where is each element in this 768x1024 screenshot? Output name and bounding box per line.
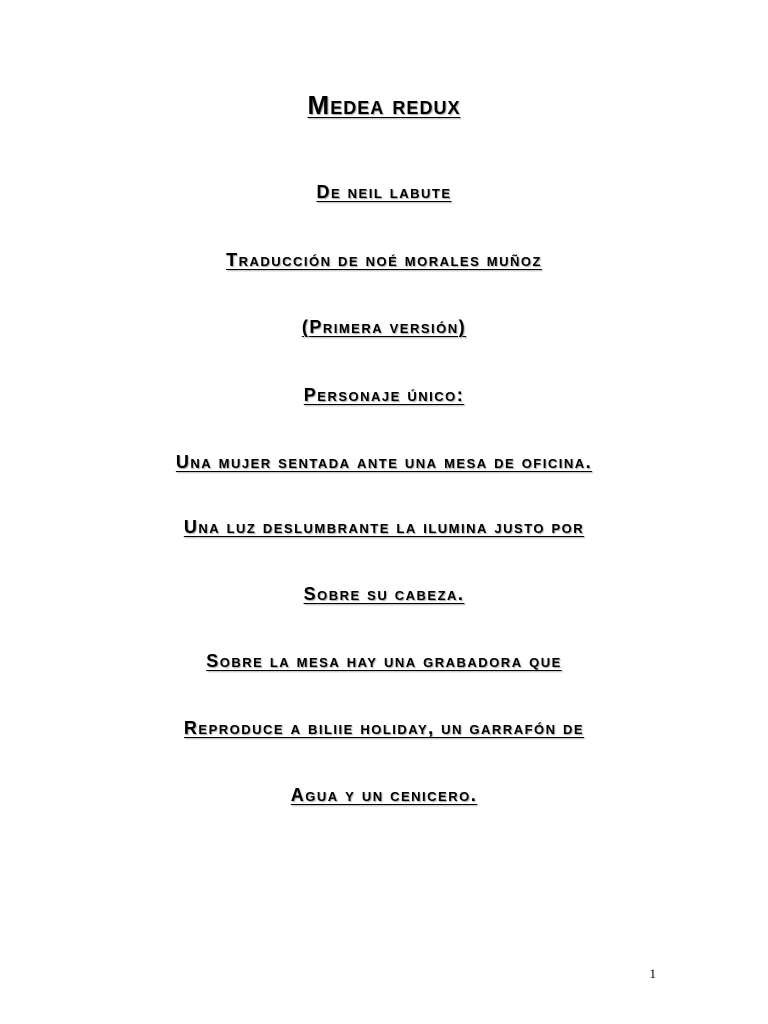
description-line: Una mujer sentada ante una mesa de oficina. <box>175 452 593 472</box>
description-line: Sobre la mesa hay una grabadora que <box>206 651 562 671</box>
page-number: 1 <box>649 966 656 981</box>
description-line: Reproduce a biliie holiday, un garrafón de <box>183 718 585 738</box>
description-line: Sobre su cabeza. <box>303 584 465 604</box>
character-heading: Personaje único: <box>303 385 465 405</box>
version-line: (Primera versión) <box>301 317 467 337</box>
description-line: Una luz deslumbrante la ilumina justo por <box>183 517 585 537</box>
author-line: De neil labute <box>316 182 452 202</box>
description-line: Agua y un cenicero. <box>290 785 478 805</box>
document-title: Medea redux <box>307 90 461 120</box>
translation-line: Traducción de noé morales muñoz <box>226 250 542 270</box>
